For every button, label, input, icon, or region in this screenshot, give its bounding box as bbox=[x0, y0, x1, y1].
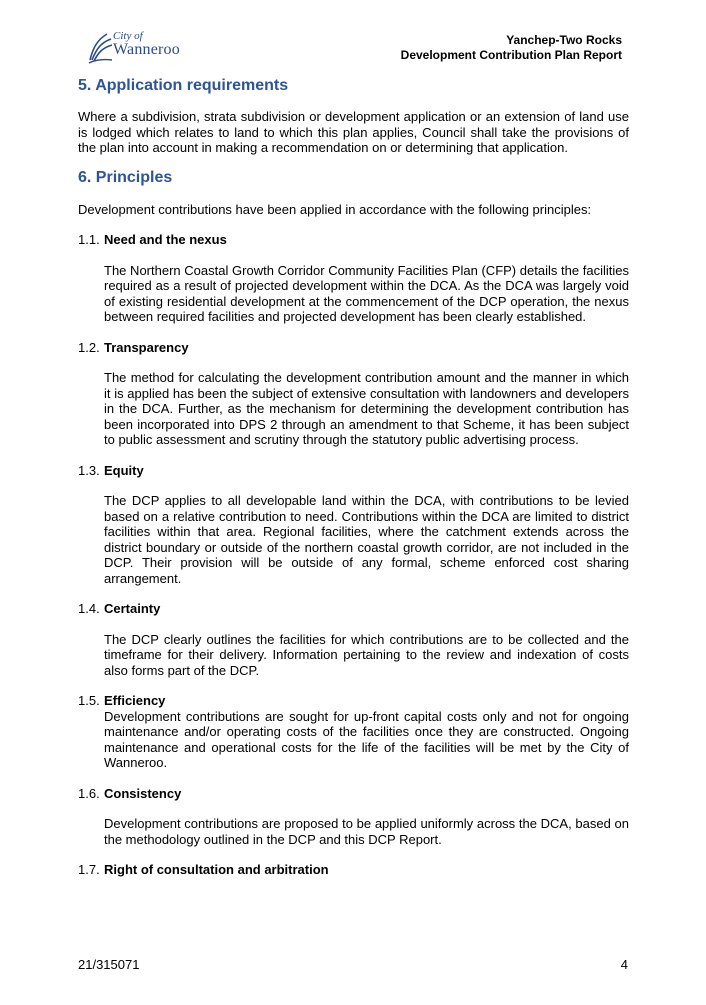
page-number: 4 bbox=[620, 957, 628, 972]
logo-emblem-icon bbox=[87, 30, 113, 64]
principle-text: Development contributions are sought for up-front capital costs only and not for ongoing maintenance and/or operating costs of the facilities once they are constructed. Ongoing maintenance and operational costs for the life of the facilities will be met by the City of Wanneroo. bbox=[104, 708, 629, 770]
principle-number: 1.7. bbox=[78, 862, 100, 877]
section-5-text: Where a subdivision, strata subdivision or development application or an extension of land use is lodged which relates to land to which this plan applies, Council shall take the provisions of the plan into account in making a recommendation on or determining that application. bbox=[78, 109, 629, 155]
principle-text: The DCP applies to all developable land within the DCA, with contributions to be levied based on a relative contribution to need. Contributions within the DCA are limited to district facilities within that area. Regional facilities, where the catchment extends across the district boundary or outside of the northern coastal growth corridor, are not included in the DCP. Their provision will be outside of any formal, scheme enforced cost sharing arrangement. bbox=[104, 493, 629, 586]
report-location: Yanchep-Two Rocks bbox=[506, 33, 622, 47]
page-body bbox=[78, 76, 629, 878]
section-5-heading: 5. Application requirements bbox=[78, 77, 289, 94]
principle-text: Development contributions are proposed to be applied uniformly across the DCA, based on the methodology outlined in the DCP and this DCP Report. bbox=[104, 816, 629, 847]
principle-text: The DCP clearly outlines the facilities for which contributions are to be collected and the timeframe for their delivery. Information pertaining to the review and indexation of costs also forms part of the DCP. bbox=[104, 631, 629, 678]
city-logo bbox=[87, 30, 197, 64]
report-title: Development Contribution Plan Report bbox=[400, 48, 622, 62]
principle-title: Need and the nexus bbox=[104, 232, 227, 247]
principle-number: 1.5. bbox=[78, 693, 100, 708]
principle-item bbox=[78, 601, 629, 678]
principle-number: 1.6. bbox=[78, 785, 100, 801]
principle-number: 1.1. bbox=[78, 232, 100, 247]
document-reference: 21/315071 bbox=[78, 957, 140, 972]
principle-text: The method for calculating the development contribution amount and the manner in which it is applied has been the subject of extensive consultation with landowners and developers in the DCA. Further, as the mechanism for determining the development contribution has been incorporated into DPS 2 through an amendment to that Scheme, it has been subject to public assessment and scrutiny through the statutory public advertising process. bbox=[104, 370, 629, 447]
report-header bbox=[401, 33, 622, 63]
principle-item bbox=[78, 862, 629, 878]
section-6-heading: 6. Principles bbox=[78, 168, 173, 186]
principle-item bbox=[78, 693, 629, 771]
principle-title: Consistency bbox=[104, 785, 182, 801]
principle-item bbox=[78, 232, 629, 325]
principle-number: 1.2. bbox=[78, 339, 100, 355]
principle-item bbox=[78, 463, 629, 587]
principle-title: Transparency bbox=[104, 339, 189, 355]
principle-title: Right of consultation and arbitration bbox=[104, 862, 329, 877]
principle-title: Efficiency bbox=[104, 693, 166, 708]
logo-text-wanneroo: Wanneroo bbox=[113, 41, 180, 58]
principle-number: 1.4. bbox=[78, 601, 100, 616]
principle-title: Certainty bbox=[104, 601, 161, 616]
principle-text: The Northern Coastal Growth Corridor Community Facilities Plan (CFP) details the facilities required as a result of projected development within the DCA. As the DCA was largely void of existing residential development at the commencement of the DCP operation, the nexus between required facilities and projected development has been clearly established. bbox=[104, 262, 629, 324]
section-6-intro: Development contributions have been applied in accordance with the following principles: bbox=[78, 201, 592, 217]
principle-item bbox=[78, 340, 629, 448]
logo-text-city-of: City of bbox=[113, 30, 143, 42]
principle-title: Equity bbox=[104, 462, 144, 478]
principle-number: 1.3. bbox=[78, 462, 100, 478]
principle-item bbox=[78, 786, 629, 848]
